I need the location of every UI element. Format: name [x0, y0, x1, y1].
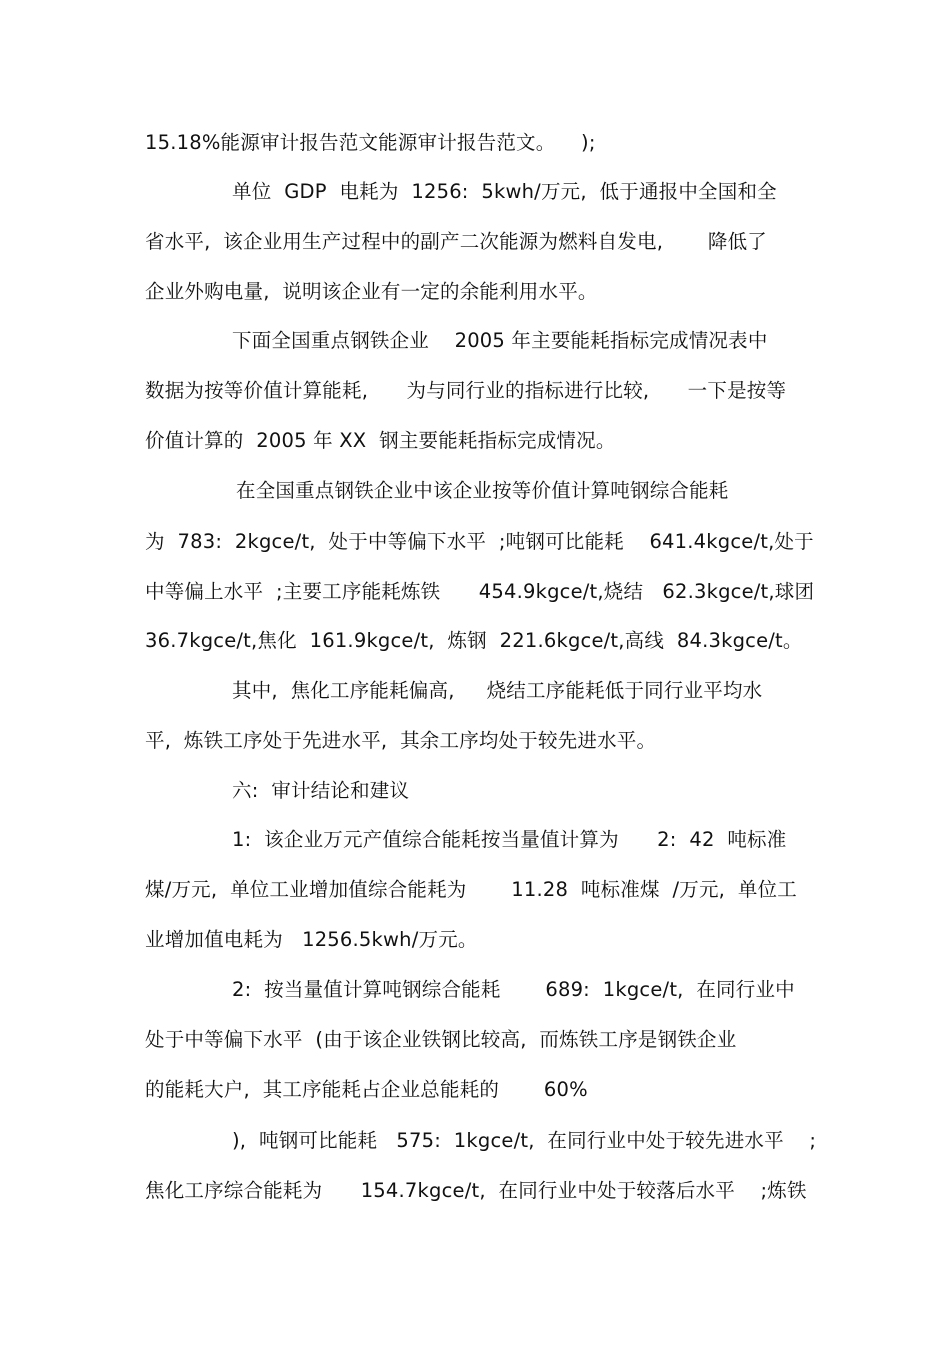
text-line: 下面全国重点钢铁企业 2005 年主要能耗指标完成情况表中	[232, 329, 768, 352]
text-line: 企业外购电量, 说明该企业有一定的余能利用水平。	[145, 280, 598, 303]
text-line: 中等偏上水平 ;主要工序能耗炼铁 454.9kgce/t,烧结 62.3kgce/t,球团	[145, 580, 815, 603]
text-line: 在全国重点钢铁企业中该企业按等价值计算吨钢综合能耗	[236, 479, 729, 502]
text-line: 单位 GDP 电耗为 1256: 5kwh/万元, 低于通报中全国和全	[232, 180, 777, 203]
text-line: 省水平, 该企业用生产过程中的副产二次能源为燃料自发电, 降低了	[145, 230, 767, 253]
text-line: 六: 审计结论和建议	[232, 779, 410, 802]
text-line: 其中, 焦化工序能耗偏高, 烧结工序能耗低于同行业平均水	[232, 679, 763, 702]
text-line: 煤/万元, 单位工业增加值综合能耗为 11.28 吨标准煤 /万元, 单位工	[145, 878, 797, 901]
text-line: 为 783: 2kgce/t, 处于中等偏下水平 ;吨钢可比能耗 641.4kgce/t,处于	[145, 530, 814, 553]
text-line: 的能耗大户, 其工序能耗占企业总能耗的 60%	[145, 1078, 588, 1101]
text-line: 处于中等偏下水平 (由于该企业铁钢比较高, 而炼铁工序是钢铁企业	[145, 1028, 737, 1051]
text-line: ), 吨钢可比能耗 575: 1kgce/t, 在同行业中处于较先进水平 ;	[232, 1129, 817, 1152]
text-line: 1: 该企业万元产值综合能耗按当量值计算为 2: 42 吨标准	[232, 828, 787, 851]
text-line: 焦化工序综合能耗为 154.7kgce/t, 在同行业中处于较落后水平 ;炼铁	[145, 1179, 807, 1202]
text-line: 数据为按等价值计算能耗, 为与同行业的指标进行比较, 一下是按等	[145, 379, 787, 402]
text-line: 36.7kgce/t,焦化 161.9kgce/t, 炼钢 221.6kgce/t,高线 84.3kgce/t。	[145, 629, 803, 652]
text-line: 15.18%能源审计报告范文能源审计报告范文。 );	[145, 131, 596, 154]
text-line: 价值计算的 2005 年 XX 钢主要能耗指标完成情况。	[145, 429, 616, 452]
text-line: 业增加值电耗为 1256.5kwh/万元。	[145, 928, 478, 951]
text-line: 平, 炼铁工序处于先进水平, 其余工序均处于较先进水平。	[145, 729, 657, 752]
text-line: 2: 按当量值计算吨钢综合能耗 689: 1kgce/t, 在同行业中	[232, 978, 795, 1001]
